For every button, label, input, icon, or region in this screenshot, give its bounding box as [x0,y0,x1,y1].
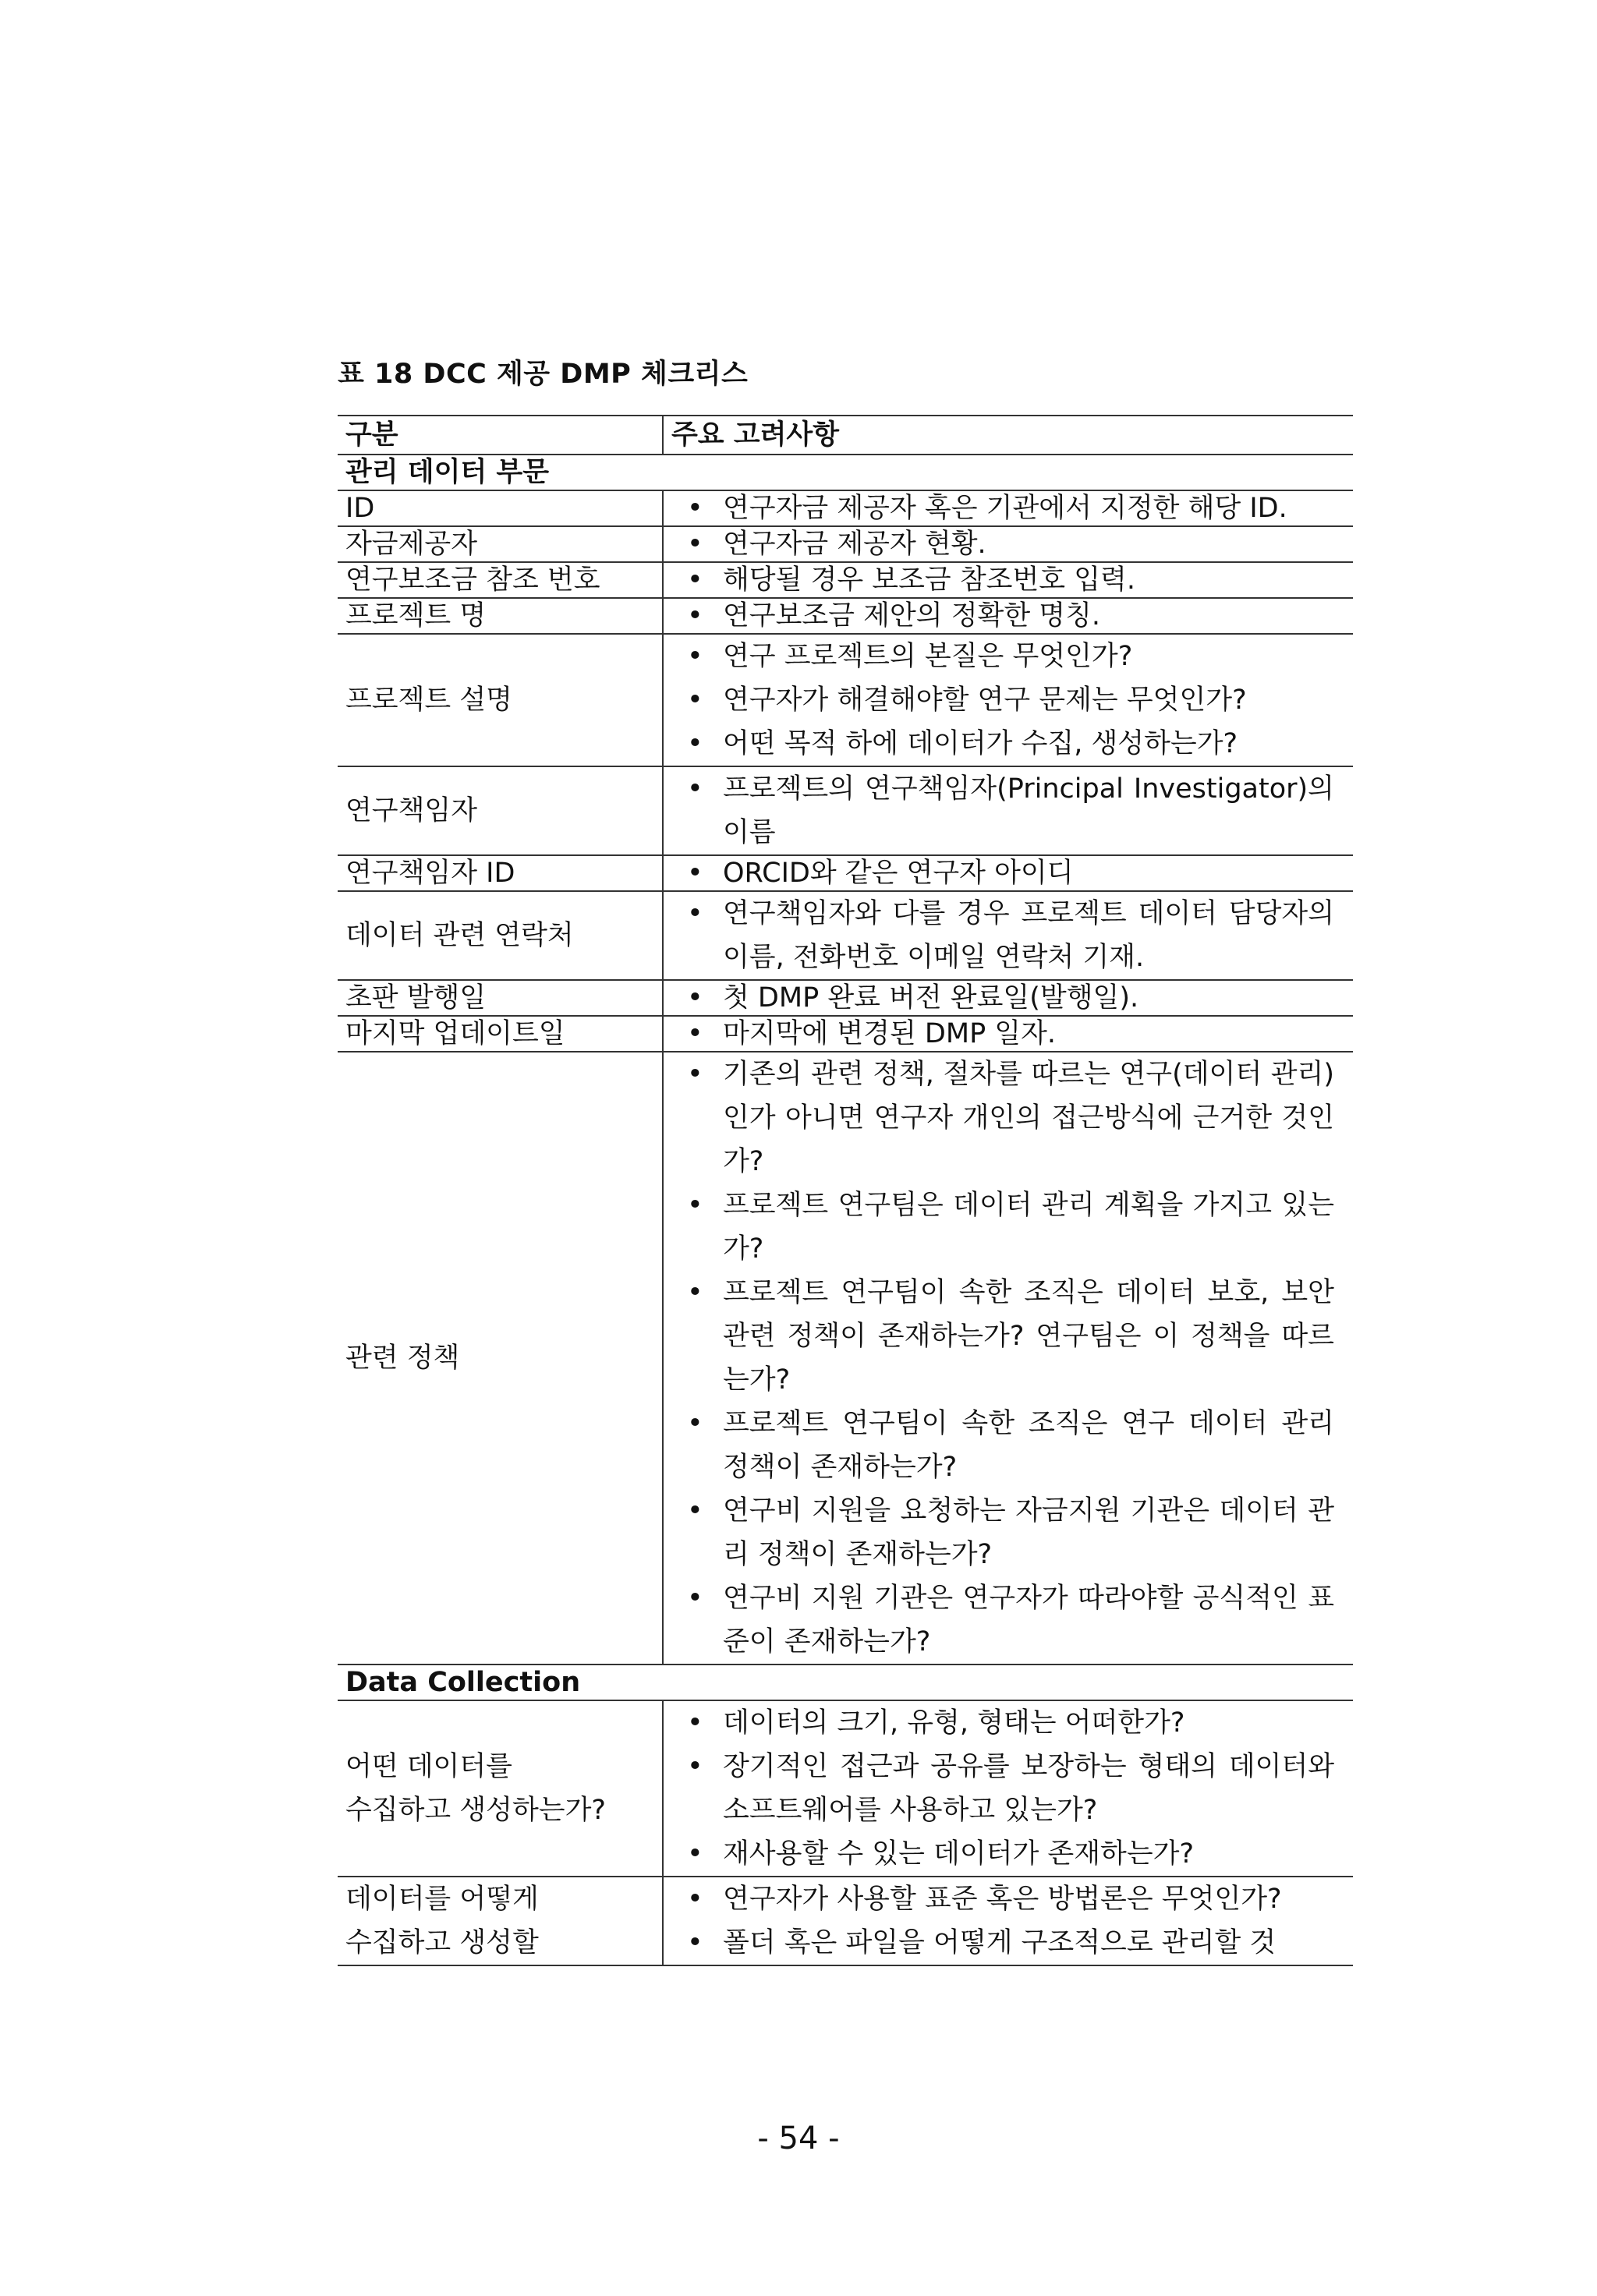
list-item: • 프로젝트의 연구책임자(Principal Investigator)의 이름 [687,767,1334,854]
row-considerations [663,1877,1353,1965]
row-considerations [663,855,1353,891]
table-row [338,891,1353,980]
row-considerations [663,1700,1353,1877]
list-item: • 프로젝트 연구팀이 속한 조직은 데이터 보호, 보안관련 정책이 존재하는가? 연구팀은 이 정책을 따르는가? [687,1271,1334,1402]
row-label: 관련 정책 [338,1052,663,1665]
row-label: 연구책임자 [338,766,663,855]
list-item: • 첫 DMP 완료 버전 완료일(발행일). [687,981,1334,1015]
table-row [338,634,1353,766]
row-considerations [663,891,1353,980]
list-item: • 연구비 지원 기관은 연구자가 따라야할 공식적인 표준이 존재하는가? [687,1576,1334,1664]
bullet-list [687,563,1334,597]
table-row [338,490,1353,526]
table-row [338,855,1353,891]
page-number: - 54 - [757,2121,840,2156]
bullet-list [687,767,1334,854]
row-considerations [663,562,1353,598]
row-considerations [663,1016,1353,1052]
list-item: • 프로젝트 연구팀은 데이터 관리 계획을 가지고 있는가? [687,1183,1334,1271]
bullet-list [687,1701,1334,1876]
header-considerations: 주요 고려사항 [663,416,1353,455]
bullet-list [687,892,1334,979]
list-item: • 장기적인 접근과 공유를 보장하는 형태의 데이터와 소프트웨어를 사용하고 있는가? [687,1745,1334,1832]
row-considerations [663,526,1353,562]
row-label: ID [338,490,663,526]
row-considerations [663,980,1353,1016]
list-item: • 기존의 관련 정책, 절차를 따르는 연구(데이터 관리)인가 아니면 연구자 개인의 접근방식에 근거한 것인가? [687,1052,1334,1183]
table-row [338,766,1353,855]
bullet-list [687,981,1334,1015]
list-item: • 폴더 혹은 파일을 어떻게 구조적으로 관리할 것 [687,1921,1334,1965]
list-item: • 데이터의 크기, 유형, 형태는 어떠한가? [687,1701,1334,1745]
row-label: 연구책임자 ID [338,855,663,891]
list-item: • 재사용할 수 있는 데이터가 존재하는가? [687,1832,1334,1876]
bullet-list [687,635,1334,766]
row-label: 데이터를 어떻게 수집하고 생성할 [338,1877,663,1965]
list-item: • 마지막에 변경된 DMP 일자. [687,1017,1334,1051]
row-label: 초판 발행일 [338,980,663,1016]
list-item: • ORCID와 같은 연구자 아이디 [687,856,1334,890]
table-row [338,1016,1353,1052]
dmp-checklist-table [338,415,1353,1966]
bullet-list [687,1877,1334,1965]
row-considerations [663,598,1353,634]
list-item: • 프로젝트 연구팀이 속한 조직은 연구 데이터 관리 정책이 존재하는가? [687,1402,1334,1489]
list-item: • 연구자가 해결해야할 연구 문제는 무엇인가? [687,678,1334,722]
row-label: 어떤 데이터를 수집하고 생성하는가? [338,1700,663,1877]
table-row [338,1700,1353,1877]
table-caption: 표 18 DCC 제공 DMP 체크리스 [338,359,749,390]
row-considerations [663,766,1353,855]
row-label: 프로젝트 설명 [338,634,663,766]
bullet-list [687,856,1334,890]
list-item: • 연구자가 사용할 표준 혹은 방법론은 무엇인가? [687,1877,1334,1921]
row-label: 자금제공자 [338,526,663,562]
table-row [338,980,1353,1016]
bullet-list [687,1052,1334,1664]
table-row [338,526,1353,562]
bullet-list [687,491,1334,525]
list-item: • 연구 프로젝트의 본질은 무엇인가? [687,635,1334,678]
section-row [338,455,1353,490]
row-label: 데이터 관련 연락처 [338,891,663,980]
table-row [338,1052,1353,1665]
table-row [338,1877,1353,1965]
section-row [338,1665,1353,1700]
row-considerations [663,490,1353,526]
list-item: • 연구책임자와 다를 경우 프로젝트 데이터 담당자의 이름, 전화번호 이메일 연락처 기재. [687,892,1334,979]
table-body [338,455,1353,1965]
table-row [338,562,1353,598]
header-category: 구분 [338,416,663,455]
row-label: 연구보조금 참조 번호 [338,562,663,598]
list-item: • 연구자금 제공자 혹은 기관에서 지정한 해당 ID. [687,491,1334,525]
section-title: Data Collection [338,1665,1353,1700]
row-label: 마지막 업데이트일 [338,1016,663,1052]
row-considerations [663,1052,1353,1665]
list-item: • 연구보조금 제안의 정확한 명칭. [687,599,1334,633]
row-considerations [663,634,1353,766]
list-item: • 해당될 경우 보조금 참조번호 입력. [687,563,1334,597]
list-item: • 어떤 목적 하에 데이터가 수집, 생성하는가? [687,722,1334,766]
list-item: • 연구비 지원을 요청하는 자금지원 기관은 데이터 관리 정책이 존재하는가? [687,1489,1334,1576]
section-title: 관리 데이터 부문 [338,455,1353,490]
row-label: 프로젝트 명 [338,598,663,634]
bullet-list [687,1017,1334,1051]
bullet-list [687,527,1334,561]
bullet-list [687,599,1334,633]
table-header-row [338,416,1353,455]
list-item: • 연구자금 제공자 현황. [687,527,1334,561]
table-row [338,598,1353,634]
